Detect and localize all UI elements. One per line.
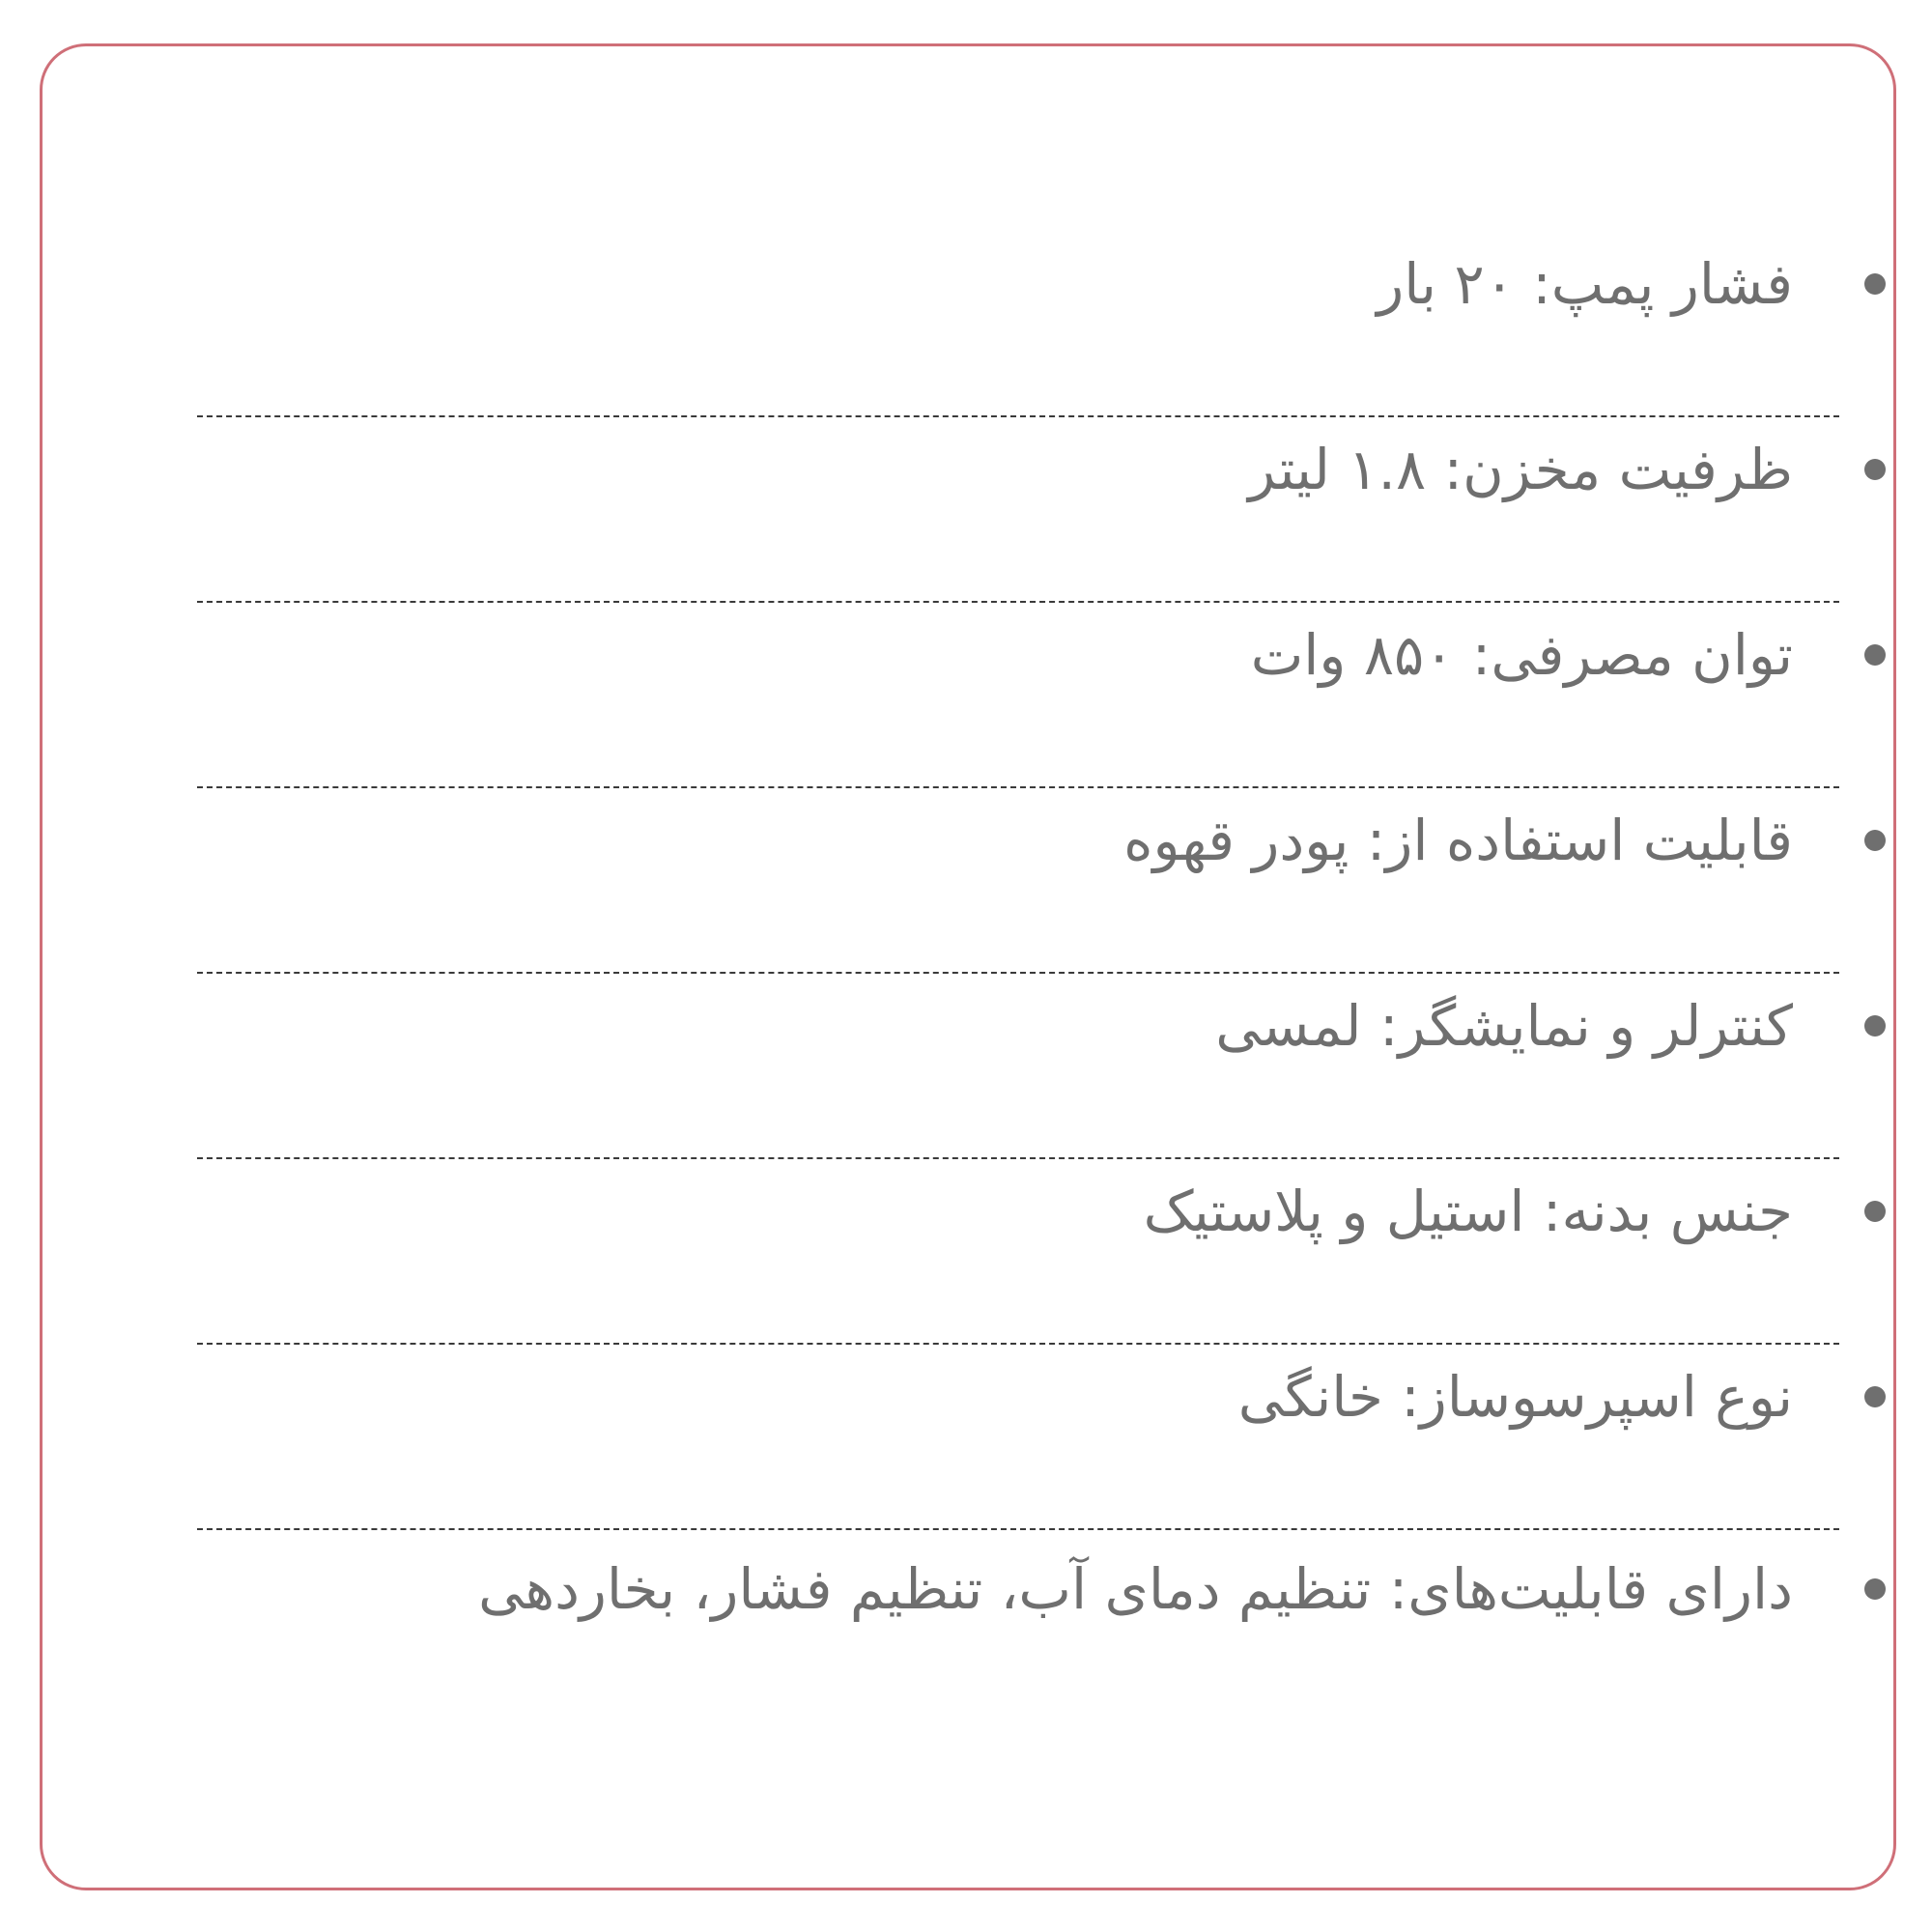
spec-label: توان مصرفی	[1491, 622, 1793, 688]
spec-separator: :	[1361, 993, 1399, 1059]
spec-item-body-material	[197, 1159, 1839, 1345]
spec-separator: :	[1382, 1364, 1420, 1430]
spec-separator: :	[1454, 622, 1492, 688]
spec-item-power	[197, 603, 1839, 788]
spec-item-tank-capacity	[197, 417, 1839, 603]
spec-value: ۲۰ بار	[1377, 251, 1515, 317]
spec-list	[197, 232, 1839, 1648]
spec-separator: :	[1524, 1179, 1562, 1244]
bullet-icon	[1864, 1015, 1886, 1037]
spec-label: قابلیت استفاده از	[1385, 808, 1793, 873]
spec-label: نوع اسپرسوساز	[1419, 1364, 1793, 1430]
spec-item-pump-pressure	[197, 232, 1839, 417]
spec-value: تنظیم دمای آب، تنظیم فشار، بخاردهی	[478, 1556, 1372, 1622]
bullet-icon	[1864, 273, 1886, 295]
spec-label: فشار پمپ	[1550, 251, 1793, 317]
spec-value: لمسی	[1215, 993, 1362, 1059]
bullet-icon	[1864, 830, 1886, 851]
spec-label: دارای قابلیت‌های	[1407, 1556, 1793, 1622]
spec-separator: :	[1349, 808, 1386, 873]
spec-value: استیل و پلاستیک	[1143, 1179, 1525, 1244]
spec-value: ۸۵۰ وات	[1250, 622, 1455, 688]
spec-label: کنترلر و نمایشگر	[1398, 993, 1793, 1059]
spec-card	[40, 43, 1896, 1890]
bullet-icon	[1864, 1201, 1886, 1222]
bullet-icon	[1864, 1386, 1886, 1407]
spec-item-controller	[197, 974, 1839, 1159]
spec-separator: :	[1371, 1556, 1408, 1622]
spec-item-espresso-type	[197, 1345, 1839, 1530]
bullet-icon	[1864, 1578, 1886, 1600]
spec-separator: :	[1514, 251, 1551, 317]
spec-item-features	[197, 1530, 1839, 1648]
spec-item-usable-with	[197, 788, 1839, 974]
bullet-icon	[1864, 644, 1886, 666]
spec-label: جنس بدنه	[1561, 1179, 1793, 1244]
spec-label: ظرفیت مخزن	[1463, 437, 1793, 502]
spec-value: خانگی	[1237, 1364, 1383, 1430]
spec-value: پودر قهوه	[1123, 808, 1350, 873]
spec-value: ۱.۸ لیتر	[1248, 437, 1427, 502]
bullet-icon	[1864, 459, 1886, 480]
spec-separator: :	[1426, 437, 1463, 502]
